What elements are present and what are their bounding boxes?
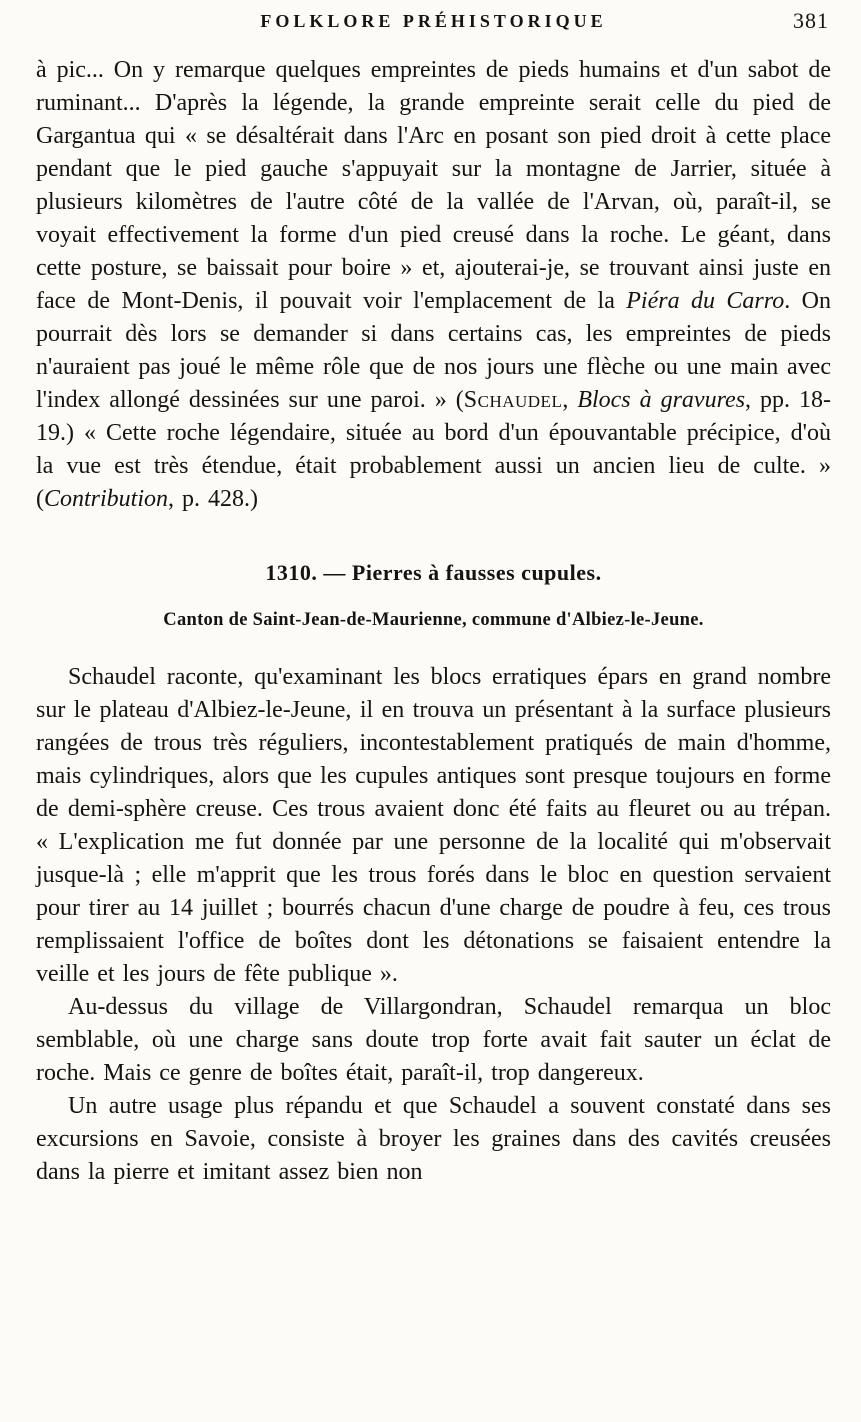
page-header — [36, 8, 831, 42]
text-segment: . On pourrait dès lors se demander si dans certains cas, les empreintes de pieds n'auraient pas joué le même rôle que de nos jours une flèche ou une main avec l'index allongé dessinées sur une paroi. » ( — [36, 288, 831, 413]
text-segment: , pp. 18-19.) « Cette roche légendaire, située au bord d'un épouvantable précipice, d'où la vue est très étendue, était probablement aussi un ancien lieu de culte. » ( — [36, 387, 831, 512]
paragraph-other-usage: Un autre usage plus répandu et que Schaudel a souvent constaté dans ses excursions en Savoie, consiste à broyer les graines dans des cavités creusées dans la pierre et imitant assez bien non — [36, 1093, 831, 1185]
entry-heading: 1310. — Pierres à fausses cupules. — [265, 560, 602, 585]
smallcaps-author-schaudel: Schaudel — [463, 387, 563, 413]
page-number: 381 — [793, 8, 829, 33]
text-segment: , — [562, 387, 578, 413]
text-segment: à pic... On y remarque quelques empreintes de pieds humains et d'un sabot de ruminant... D'après la légende, la grande empreinte serait celle du pied de Gargantua qui « se désaltérait dans l'Arc en posant son pied droit à cette place pendant que le pied gauche s'appuyait sur la montagne de Jarrier, située à plusieurs kilomètres de l'autre côté de la vallée de l'Arvan, où, paraît-il, se voyait effectivement la forme d'un pied creusé dans la roche. Le géant, dans cette posture, se baissait pour boire » et, ajouterai-je, se trouvant ainsi juste en face de Mont-Denis, il pouvait voir l'emplacement de la — [36, 57, 831, 314]
paragraph-continuation — [36, 54, 831, 516]
paragraph-villargondran: Au-dessus du village de Villargondran, Schaudel remarqua un bloc semblable, où une charge sans doute trop forte avait fait sauter un éclat de roche. Mais ce genre de boîtes était, paraît-il, trop dangereux. — [36, 994, 831, 1086]
running-title: FOLKLORE PRÉHISTORIQUE — [260, 11, 607, 31]
italic-title-contribution: Contribution — [44, 486, 169, 512]
italic-title-piera-du-carro: Piéra du Carro — [626, 288, 785, 314]
text-segment: , p. 428.) — [168, 486, 259, 512]
italic-title-blocs-a-gravures: Blocs à gravures — [577, 387, 746, 413]
paragraph-schaudel-account: Schaudel raconte, qu'examinant les blocs erratiques épars en grand nombre sur le plateau d'Albiez-le-Jeune, il en trouva un présentant à la surface plusieurs rangées de trous très réguliers, incontestablement pratiqués de main d'homme, mais cylindriques, alors que les cupules antiques sont presque toujours en forme de demi-sphère creuse. Ces trous avaient donc été faits au fleuret ou au trépan. « L'explication me fut donnée par une personne de la localité qui m'observait jusque-là ; elle m'apprit que les trous forés dans le bloc en question servaient pour tirer au 14 juillet ; bourrés chacun d'une charge de poudre à feu, ces trous remplissaient l'office de boîtes dont les détonations se faisaient entendre la veille et les jours de fête publique ». — [36, 664, 831, 987]
entry-location-subheading: Canton de Saint-Jean-de-Maurienne, commune d'Albiez-le-Jeune. — [163, 610, 704, 630]
